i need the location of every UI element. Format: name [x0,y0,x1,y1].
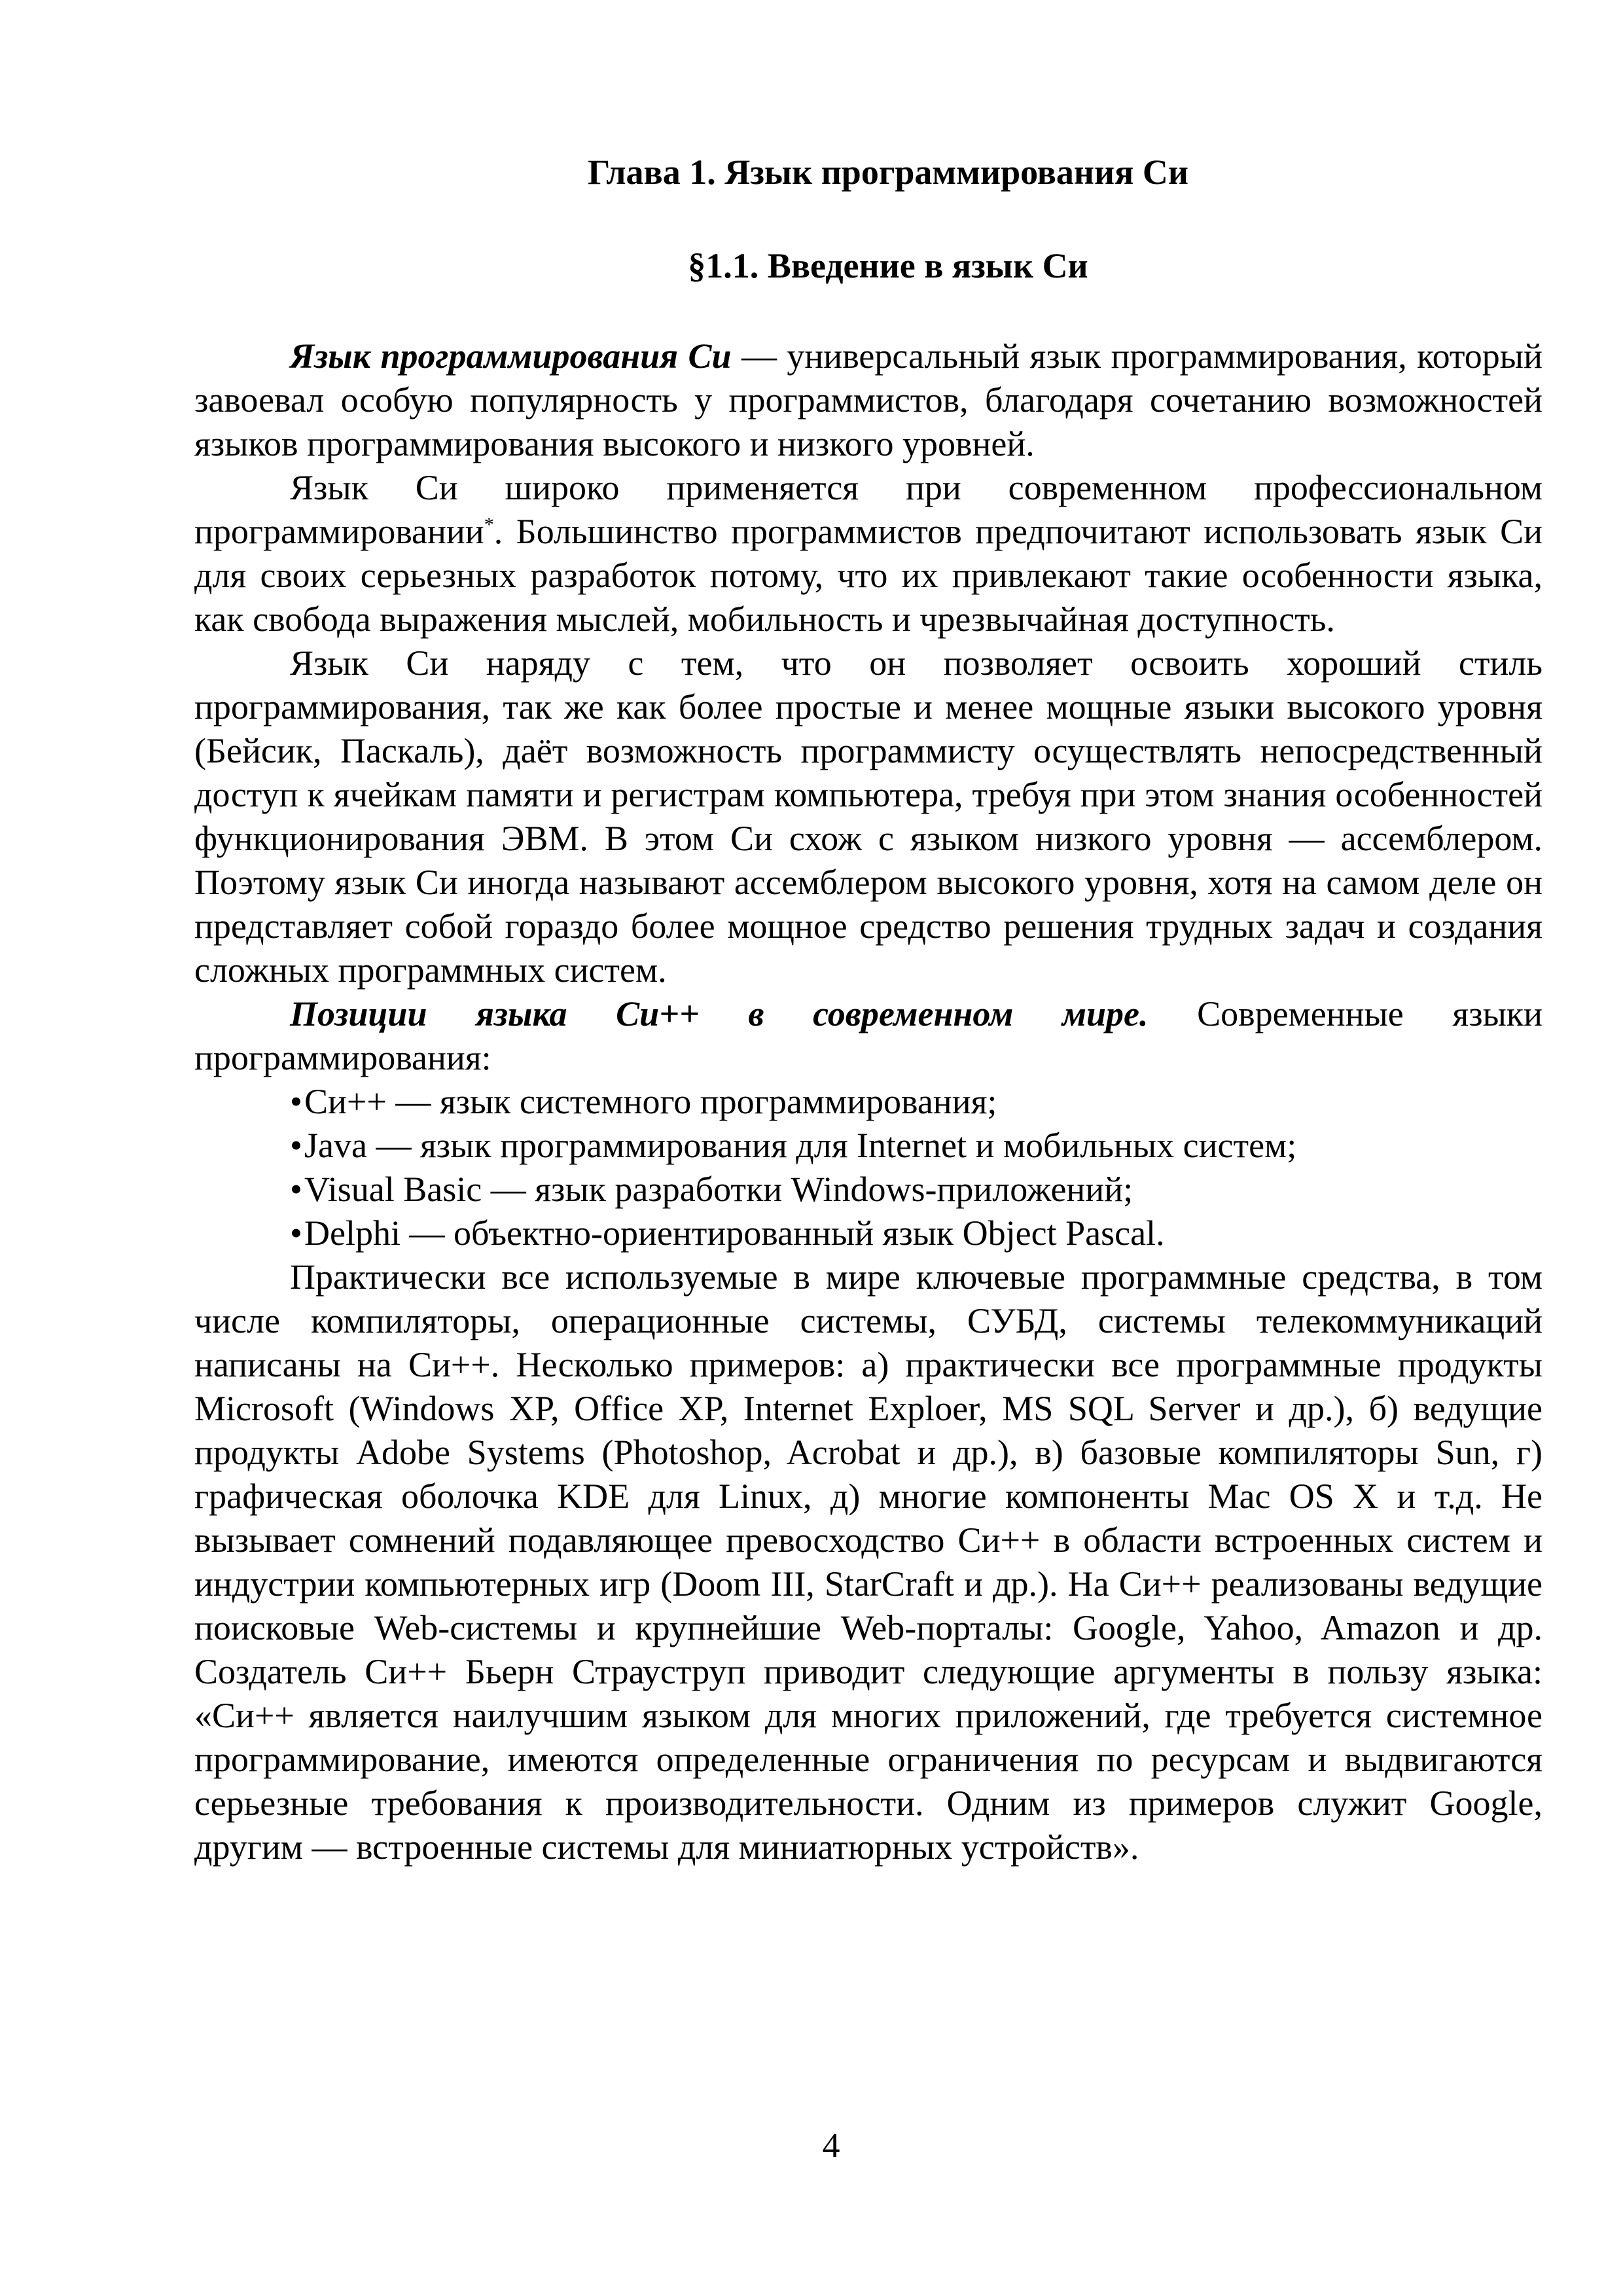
bullet-icon: • [290,1170,302,1209]
paragraph-2-text-before: Язык Си широко применяется при современном профессиональном программировании [194,468,1543,551]
footnote-mark: * [484,514,494,535]
paragraph-1 [194,334,1543,466]
list-item [290,1080,1543,1124]
page-number: 4 [822,2126,840,2165]
paragraph-1-text: — универсальный язык программирования, который завоевал особую популярность у программистов, благодаря сочетанию возможностей языков программирования высокого и низкого уровней. [194,336,1543,463]
list-item [290,1124,1543,1168]
paragraph-4-text: Современные языки программирования: [194,994,1543,1077]
paragraph-1-term: Язык программирования Си [290,336,732,376]
list-item [290,1211,1543,1255]
list-item-text: Java — язык программирования для Internet и мобильных систем; [304,1126,1297,1165]
paragraph-4-term: Позиции языка Си++ в современном мире. [290,994,1149,1033]
bullet-icon: • [290,1082,302,1121]
paragraph-2-text-after: . Большинство программистов предпочитают использовать язык Си для своих серьезных разработок потому, что их привлекают такие особенности языка, как свобода выражения мыслей, мобильность и чрезвычайная доступность. [194,512,1543,639]
bullet-icon: • [290,1126,302,1165]
section-title: §1.1. Введение в язык Си [688,246,1088,285]
list-item-text: Си++ — язык системного программирования; [304,1082,997,1121]
paragraph-4 [194,992,1543,1080]
paragraph-3: Язык Си наряду с тем, что он позволяет освоить хороший стиль программирования, так же как более простые и менее мощные языки высокого уровня (Бейсик, Паскаль), даёт возможность программисту осуществлять непосредственный доступ к ячейкам памяти и регистрам компьютера, требуя при этом знания особенностей функционирования ЭВМ. В этом Си схож с языком низкого уровня — ассемблером. Поэтому язык Си иногда называют ассемблером высокого уровня, хотя на самом деле он представляет собой гораздо более мощное средство решения трудных задач и создания сложных программных систем. [194,643,1543,990]
list-item [290,1168,1543,1211]
document-page [194,151,1543,1869]
paragraph-5: Практически все используемые в мире ключевые программные средства, в том числе компиляторы, операционные системы, СУБД, системы телекоммуникаций написаны на Си++. Несколько примеров: а) практически все программные продукты Microsoft (Windows XP, Office XP, Internet Exploer, MS SQL Server и др.), б) ведущие продукты Adobe Systems (Photoshop, Acrobat и др.), в) базовые компиляторы Sun, г) графическая оболочка KDE для Linux, д) многие компоненты Mac OS X и т.д. Не вызывает сомнений подавляющее превосходство Си++ в области встроенных систем и индустрии компьютерных игр (Doom III, StarCraft и др.). На Си++ реализованы ведущие поисковые Web-системы и крупнейшие Web-порталы: Google, Yahoo, Amazon и др. Создатель Си++ Бьерн Страуструп приводит следующие аргументы в пользу языка: «Си++ является наилучшим языком для многих приложений, где требуется системное программирование, имеются определенные ограничения по ресурсам и выдвигаются серьезные требования к производительности. Одним из примеров служит Google, другим — встроенные системы для миниатюрных устройств». [194,1257,1543,1867]
list-item-text: Delphi — объектно-ориентированный язык Object Pascal. [304,1213,1165,1253]
language-list [194,1080,1543,1255]
bullet-icon: • [290,1213,302,1253]
paragraph-2 [194,466,1543,641]
list-item-text: Visual Basic — язык разработки Windows-приложений; [304,1170,1133,1209]
chapter-title: Глава 1. Язык программирования Си [588,152,1188,192]
